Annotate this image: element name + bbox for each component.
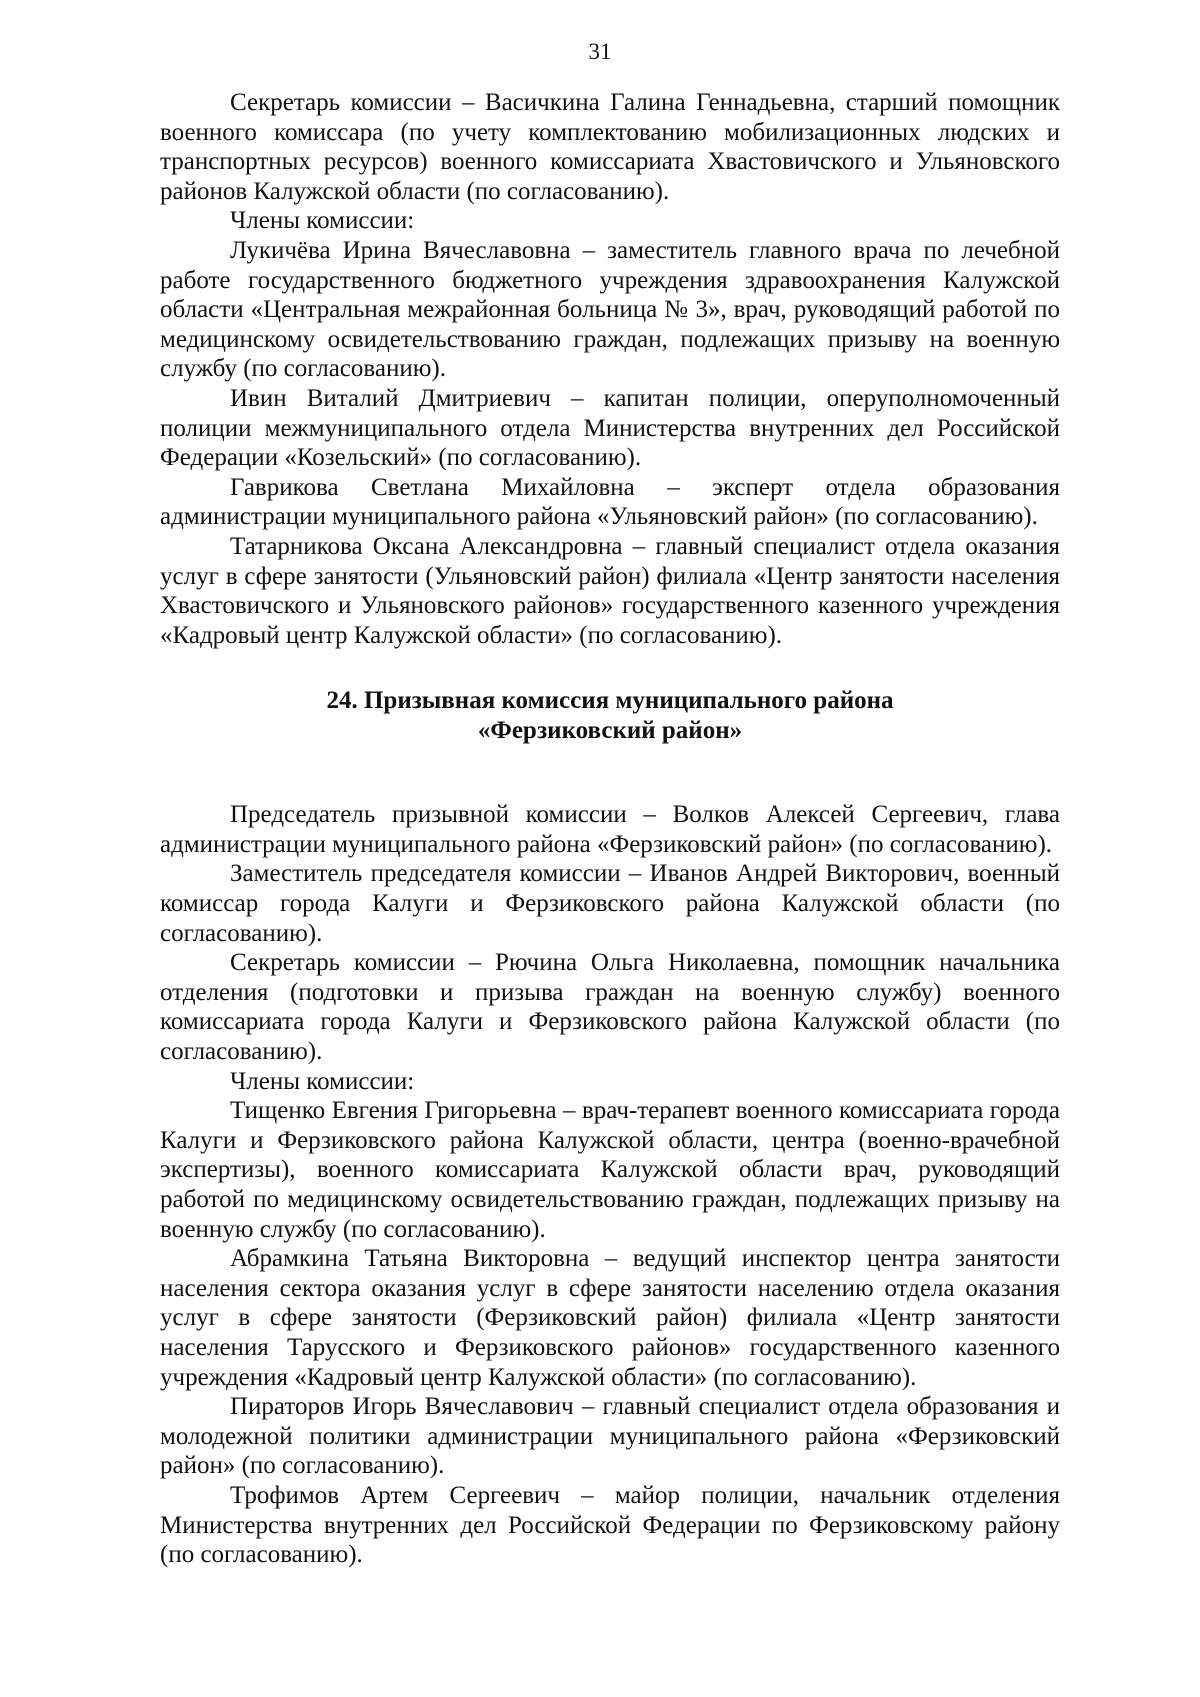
document-body xyxy=(160,88,1060,1570)
paragraph-member: Тищенко Евгения Григорьевна – врач-терапевт военного комиссариата города Калуги и Ферзиковского района Калужской области, центра (военно-врачебной экспертизы), военного комиссариата Калужской области врач, руководящий работой по медицинскому освидетельствованию граждан, подлежащих призыву на военную службу (по согласованию). xyxy=(160,1097,1060,1243)
section-heading-line2: «Ферзиковский район» xyxy=(477,717,743,745)
paragraph-deputy-chairman: Заместитель председателя комиссии – Иванов Андрей Викторович, военный комиссар города Калуги и Ферзиковского района Калужской области (по согласованию). xyxy=(160,860,1060,947)
paragraph-member: Гаврикова Светлана Михайловна – эксперт отдела образования администрации муниципального района «Ульяновский район» (по согласованию). xyxy=(160,473,1060,531)
paragraph-secretary: Секретарь комиссии – Рючина Ольга Николаевна, помощник начальника отделения (подготовки и призыва граждан на военную службу) военного комиссариата города Калуги и Ферзиковского района Калужской области (по согласованию). xyxy=(160,949,1060,1066)
section-24-body xyxy=(160,800,1060,1569)
paragraph-member: Пираторов Игорь Вячеславович – главный специалист отдела образования и молодежной политики администрации муниципального района «Ферзиковский район» (по согласованию). xyxy=(160,1393,1060,1480)
section-heading xyxy=(160,686,1060,746)
paragraph-members-label: Члены комиссии: xyxy=(230,1067,415,1095)
paragraph-member: Абрамкина Татьяна Викторовна – ведущий инспектор центра занятости населения сектора оказания услуг в сфере занятости населению отдела оказания услуг в сфере занятости (Ферзиковский район) филиала «Центр занятости населения Тарусского и Ферзиковского районов» государственного казенного учреждения «Кадровый центр Калужской области» (по согласованию). xyxy=(160,1245,1060,1391)
paragraph-secretary: Секретарь комиссии – Васичкина Галина Геннадьевна, старший помощник военного комиссара (по учету комплектованию мобилизационных людских и транспортных ресурсов) военного комиссариата Хвастовичского и Ульяновского районов Калужской области (по согласованию). xyxy=(160,89,1060,205)
page-number: 31 xyxy=(588,39,612,64)
paragraph-member: Трофимов Артем Сергеевич – майор полиции, начальник отделения Министерства внутренних дел Российской Федерации по Ферзиковскому району (по согласованию). xyxy=(160,1481,1060,1569)
paragraph-member: Татарникова Оксана Александровна – главный специалист отдела оказания услуг в сфере занятости (Ульяновский район) филиала «Центр занятости населения Хвастовичского и Ульяновского районов» государственного казенного учреждения «Кадровый центр Калужской области» (по согласованию). xyxy=(160,532,1060,649)
previous-section-continuation xyxy=(160,88,1060,650)
section-heading-line1: 24. Призывная комиссия муниципального района xyxy=(326,687,894,715)
paragraph-member: Ивин Виталий Дмитриевич – капитан полиции, оперуполномоченный полиции межмуниципального отдела Министерства внутренних дел Российской Федерации «Козельский» (по согласованию). xyxy=(160,384,1060,472)
paragraph-chairman: Председатель призывной комиссии – Волков Алексей Сергеевич, глава администрации муниципального района «Ферзиковский район» (по согласованию). xyxy=(160,801,1060,858)
paragraph-member: Лукичёва Ирина Вячеславовна – заместитель главного врача по лечебной работе государственного бюджетного учреждения здравоохранения Калужской области «Центральная межрайонная больница № 3», врач, руководящий работой по медицинскому освидетельствованию граждан, подлежащих призыву на военную службу (по согласованию). xyxy=(160,236,1060,383)
paragraph-members-label: Члены комиссии: xyxy=(230,207,415,235)
